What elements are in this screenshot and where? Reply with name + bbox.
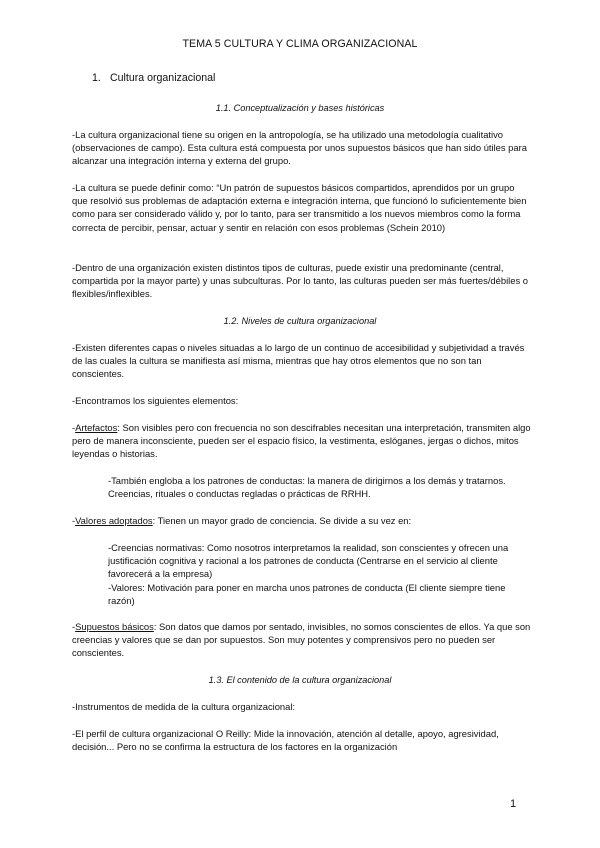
indented-valores: -Valores: Motivación para poner en marcha unos patrones de conducta (El cliente siempre tiene razón) (108, 582, 506, 607)
paragraph-capas: -Existen diferentes capas o niveles situadas a lo largo de un continuo de accesibilidad y subjetividad a través de las cuales la cultura se manifiesta así misma, mientras que hay otros elementos que no son tan conscientes. (72, 342, 525, 380)
paragraph-perfil: -El perfil de cultura organizacional O Reilly: Mide la innovación, atención al detalle, apoyo, agresividad, decisión... Pero no se confirma la estructura de los factores en la organización (72, 728, 499, 753)
subsection-heading-1-3: 1.3. El contenido de la cultura organizacional (208, 675, 392, 685)
paragraph-origen: -La cultura organizacional tiene su origen en la antropología, se ha utilizado una metodología cualitativo (observaciones de campo). Esta cultura está compuesta por unos supuestos básicos que han sido útiles para alcanzar una integración interna y externa del grupo. (72, 129, 527, 167)
term-valores-adoptados: Valores adoptados (75, 515, 153, 526)
term-artefactos: Artefactos (75, 422, 118, 433)
paragraph-valores: -Valores adoptados: Tienen un mayor grado de conciencia. Se divide a su vez en: (72, 515, 412, 526)
page-title: TEMA 5 CULTURA Y CLIMA ORGANIZACIONAL (182, 38, 418, 50)
paragraph-definicion: -La cultura se puede definir como: “Un patrón de supuestos básicos compartidos, aprendidos por un grupo que resolvió sus problemas de adaptación externa e integración interna, que funcionó lo suficientemente bien como para ser considerado válido y, por lo tanto, para ser transmitido a los nuevos miembros como la forma correcta de percibir, pensar, actuar y sentir en relación con esos problemas (Schein 2010) (72, 182, 527, 233)
term-supuestos-basicos: Supuestos básicos (75, 621, 154, 632)
page-number: 1 (510, 798, 517, 810)
indented-creencias: -Creencias normativas: Como nosotros interpretamos la realidad, son conscientes y ofrecen una justificación cognitiva y racional a los patrones de conducta (Centrarse en el servicio al cliente favorecerá a la empresa) (108, 542, 509, 580)
subsection-heading-1-2: 1.2. Niveles de cultura organizacional (223, 316, 377, 326)
paragraph-artefactos: -Artefactos: Son visibles pero con frecuencia no son descifrables necesitan una interpretación, transmiten algo pero de manera inconsciente, pueden ser el espacio físico, la vestimenta, eslóganes, jergas o dichos, mitos leyendas o historias. (72, 422, 531, 460)
paragraph-tipos: -Dentro de una organización existen distintos tipos de culturas, puede existir una predominante (central, compartida por la mayor parte) y unas subculturas. Por lo tanto, las culturas pueden ser más fuertes/débiles o flexibles/inflexibles. (72, 262, 528, 300)
paragraph-supuestos: -Supuestos básicos: Son datos que damos por sentado, invisibles, no somos conscientes de ellos. Ya que son creencias y valores que se dan por supuestos. Son muy potentes y comprensivos pero no pueden ser conscientes. (72, 621, 531, 659)
paragraph-instrumentos: -Instrumentos de medida de la cultura organizacional: (72, 701, 296, 712)
indented-patrones: -También engloba a los patrones de conductas: la manera de dirigirnos a los demás y tratarnos. Creencias, rituales o conductas regladas o prácticas de RRHH. (108, 475, 506, 500)
section-heading-1 (92, 72, 215, 85)
section-title: Cultura organizacional (110, 72, 216, 84)
subsection-heading-1-1: 1.1. Conceptualización y bases históricas (215, 103, 385, 113)
paragraph-elementos: -Encontramos los siguientes elementos: (72, 395, 239, 406)
section-number: 1. (92, 72, 101, 84)
